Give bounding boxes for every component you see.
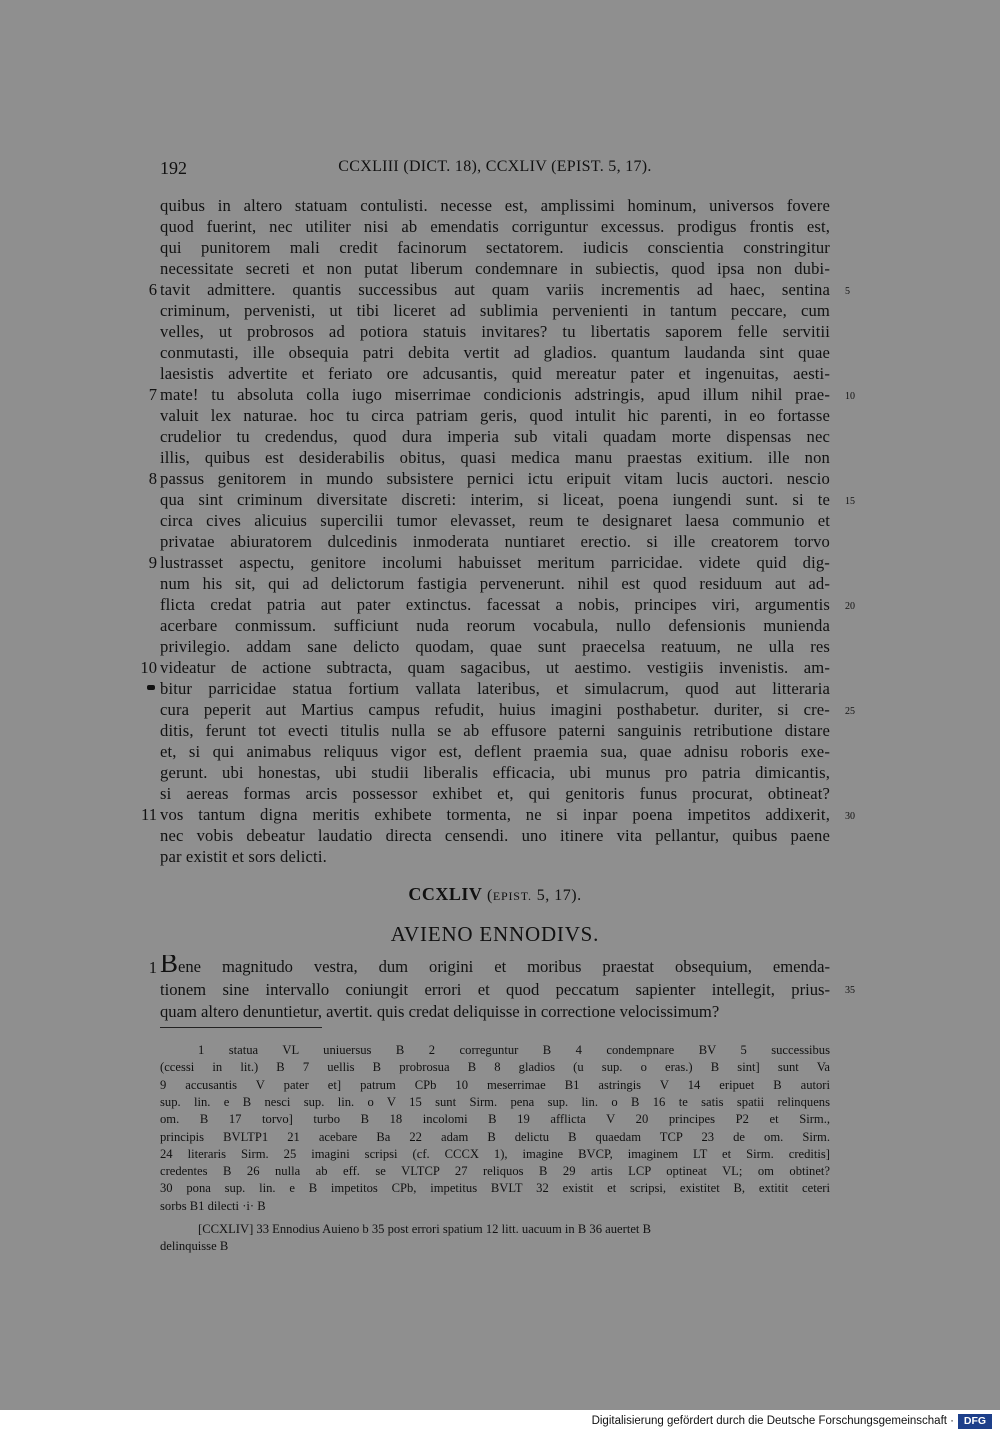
footnote-line: 30 pona sup. lin. e B impetitos CPb, impetitus BVLT 32 existit et scripsi, existitet B, extitit ceteri [160, 1181, 830, 1195]
footnote-line: 24 literaris Sirm. 25 imagini scripsi (cf. CCCX 1), imagine BVCP, imaginem LT et Sirm. creditis] [160, 1147, 830, 1161]
text-line: par existit et sors delicti. [160, 847, 327, 866]
epistle-first-line: ene magnitudo vestra, dum origini et moribus praestat obsequium, emenda- [178, 957, 830, 976]
section-number: 8 [148, 469, 157, 488]
text-line: flicta credat patria aut pater extinctus. facessat a nobis, principes viri, argumentis [160, 595, 830, 614]
text-line: illis, quibus est desiderabilis obitus, quasi medica manu praestas exitium. ille non [160, 448, 830, 467]
text-line: crudelior tu credendus, quod dura imperia sub vitali quadam morte dispensas nec [160, 427, 830, 446]
line-number: 35 [845, 985, 855, 996]
line-number: 25 [845, 706, 855, 717]
text-line: tavit admittere. quantis successibus aut quam variis incrementis ad haec, sentina [160, 280, 830, 299]
epistle-ref-rest: 5, 17). [536, 887, 582, 904]
text-line: privatae abiuratorem dulcedinis inmoderata nuntiaret erectio. si ille creatorem torvo [160, 532, 830, 551]
text-line: conmutasti, ille obsequia patri debita vertit ad gladios. quantum laudanda sint quae [160, 343, 830, 362]
text-line: criminum, pervenisti, ut tibi liceret ad sublimia pervenienti in tantum peccare, cum [160, 301, 830, 320]
text-line: ditis, ferunt tot evecti titulis nulla se ab effusore paterni sanguinis retributione distare [160, 721, 830, 740]
epistle-number-heading [160, 884, 830, 905]
epistle-line: tionem sine intervallo coniungit errori et quod peccatum sapienter intellegit, prius- [160, 980, 830, 999]
section-number: 6 [148, 280, 157, 299]
text-line: lustrasset aspectu, genitore incolumi habuisset meritum parricidae. videte quid dig- [160, 553, 830, 572]
footnote-line: om. B 17 torvo] turbo B 18 incolomi B 19 afflicta V 20 principes P2 et Sirm., [160, 1112, 830, 1126]
text-line: vos tantum digna meritis exhibete tormenta, ne si inpar poena impetitos addixerit, [160, 805, 830, 824]
text-line: qui punitorem mali credit facinorum sectatorem. iudicis conscientia constringitur [160, 238, 830, 257]
text-line: laesistis advertite et feriato ore adcusantis, quid mereatur pater et ingenuitas, aesti- [160, 364, 830, 383]
digitization-footer [0, 1410, 1000, 1434]
page-header [160, 158, 830, 182]
text-line: videatur de actione subtracta, quam sagacibus, ut aestimo. vestigiis invenistis. am- [160, 658, 830, 677]
footnote-line: delinquisse B [160, 1239, 229, 1253]
line-number: 15 [845, 496, 855, 507]
text-line: passus genitorem in mundo subsistere pernici ictu eripuit vitam lucis auctori. nescio [160, 469, 830, 488]
footnote-line: (ccessi in lit.) B 7 uellis B probrosua B 8 gladios (u sup. o eras.) B sint] sunt Va [160, 1060, 830, 1074]
epistle-ref-open: ( [487, 887, 493, 904]
running-title: CCXLIII (DICT. 18), CCXLIV (EPIST. 5, 17). [338, 158, 652, 175]
text-line: gerunt. ubi honestas, ubi studii liberalis efficacia, ubi munus pro patria dimicantis, [160, 763, 830, 782]
text-line: quibus in altero statuam contulisti. necesse est, amplissimi hominum, universos fovere [160, 196, 830, 215]
section-number: 10 [140, 658, 157, 677]
footnote-rule [160, 1027, 322, 1028]
text-line: num his sit, qui ad delictorum fastigia pervenerunt. nihil est quod residuum aut ad- [160, 574, 830, 593]
section-number: 11 [141, 805, 157, 824]
epistle-number: CCXLIV [408, 884, 483, 904]
epistle-section-number: 1 [148, 958, 157, 977]
text-line: circa cives alicuius supercilii tumor elevasset, reum te designaret laesa communio et [160, 511, 830, 530]
text-line: velles, ut probrosos ad potiora statuis invitares? tu libertatis saporem felle servitii [160, 322, 830, 341]
footnote-line: 9 accusantis V pater et] patrum CPb 10 meserrimae B1 astringis V 14 eripuet B autori [160, 1078, 830, 1092]
section-number: 9 [148, 553, 157, 572]
footnote-line: credentes B 26 nulla ab eff. se VLTCP 27 reliquos B 29 artis LCP optineat VL; om obtinet? [160, 1164, 830, 1178]
line-number: 10 [845, 391, 855, 402]
drop-cap: B [160, 955, 179, 978]
line-number: 20 [845, 601, 855, 612]
section-number: 7 [148, 385, 157, 404]
text-line: si aereas formas arcis possessor exhibet et, qui genitoris funus procurat, obtineat? [160, 784, 830, 803]
text-line: nec vobis debeatur laudatio directa censendi. uno itinere vita pellantur, quibus paene [160, 826, 830, 845]
epistle-line [160, 955, 830, 978]
epistle-title: AVIENO ENNODIVS. [390, 922, 600, 946]
epistle-line: quam altero denuntietur, avertit. quis credat deliquisse in correctione velocissimum? [160, 1002, 720, 1021]
text-line: quod fuerint, nec utiliter nisi ab emendatis corriguntur excessus. prodigus frontis est, [160, 217, 830, 236]
text-line: bitur parricidae statua fortium vallata lateribus, et simulacrum, quod aut litteraria [160, 679, 830, 698]
footnote-line: [CCXLIV] 33 Ennodius Auieno b 35 post errori spatium 12 litt. uacuum in B 36 auertet B [198, 1222, 651, 1236]
line-number: 5 [845, 286, 850, 297]
text-line: qua sint criminum diversitate discreti: interim, si liceat, poena iungendi sunt. si te [160, 490, 830, 509]
footer-credit: Digitalisierung gefördert durch die Deutsche Forschungsgemeinschaft · [591, 1415, 954, 1427]
text-line: necessitate secreti et non putat liberum condemnare in subiectis, quod ipsa non dubi- [160, 259, 830, 278]
footnote-line: principis BVLTP1 21 acebare Ba 22 adam B delictu B quaedam TCP 23 de om. Sirm. [160, 1130, 830, 1144]
page-number: 192 [160, 158, 187, 178]
footnote-line: sup. lin. e B nesci sup. lin. o V 15 sunt Sirm. pena sup. lin. o B 16 te satis spatii relinquens [160, 1095, 830, 1109]
footnote-line: sorbs B1 dilecti ·i· B [160, 1199, 266, 1213]
text-line: valuit lex naturae. hoc tu circa patriam geris, quod intulit hic parenti, in eo fortasse [160, 406, 830, 425]
dfg-logo-icon: DFG [958, 1414, 992, 1429]
text-line: et, si qui animabus reliquus vigor est, deflent praemia sua, quae adnisu roboris exe- [160, 742, 830, 761]
line-number: 30 [845, 811, 855, 822]
text-line: mate! tu absoluta colla iugo miserrimae condicionis adstringis, apud illum nihil prae- [160, 385, 830, 404]
text-line: acerbare conmissum. sufficiunt nuda reorum vocabula, nullo defensionis munienda [160, 616, 830, 635]
text-line: cura peperit aut Martius campus refudit, huius imagini posthabetur. duriter, si cre- [160, 700, 830, 719]
margin-mark [147, 685, 155, 690]
text-line: privilegio. addam sane delicto quodam, quae sunt praecelsa reatuum, ne ulla res [160, 637, 830, 656]
epistle-ref-small: EPIST. [492, 889, 532, 903]
footnote-line: 1 statua VL uniuersus B 2 correguntur B 4 condempnare BV 5 successibus [198, 1043, 830, 1057]
